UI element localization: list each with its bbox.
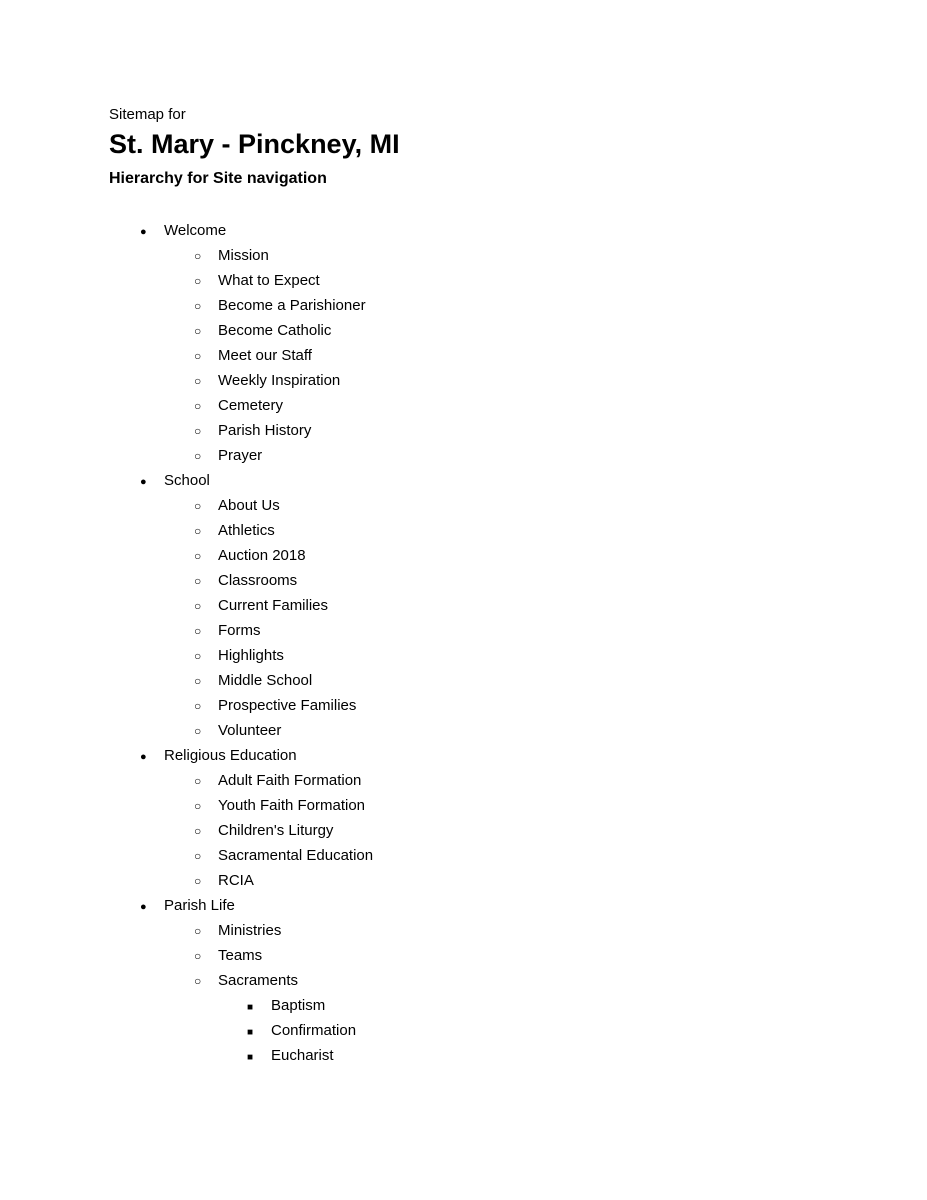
page-title: St. Mary - Pinckney, MI [109,129,400,159]
list-item [109,218,867,243]
bullet-disc-icon: ● [140,476,147,488]
list-item [109,743,867,768]
list-item [109,268,867,293]
bullet-circle-icon: ○ [194,824,202,838]
bullet-circle-icon: ○ [194,599,202,613]
list-item [109,468,867,493]
bullet-circle-icon: ○ [194,724,202,738]
bullet-circle-icon: ○ [194,949,202,963]
sitemap-item-label: Current Families [218,597,329,614]
list-item [109,693,867,718]
sitemap-item-label: Forms [218,622,261,639]
list-item [109,818,867,843]
sitemap-item-label: Volunteer [218,722,282,739]
sitemap-item-label: About Us [218,497,280,514]
bullet-circle-icon: ○ [194,299,202,313]
bullet-circle-icon: ○ [194,399,202,413]
list-item [109,293,867,318]
bullet-square-icon: ■ [247,1052,254,1063]
list-item [109,618,867,643]
list-item [109,868,867,893]
bullet-circle-icon: ○ [194,349,202,363]
list-item [109,768,867,793]
sitemap-item-label: Parish Life [164,897,235,914]
list-item [109,418,867,443]
sitemap-item-label: Become Catholic [218,322,332,339]
sitemap-item-label: Auction 2018 [218,547,306,564]
list-item [109,518,867,543]
bullet-circle-icon: ○ [194,924,202,938]
bullet-circle-icon: ○ [194,849,202,863]
bullet-circle-icon: ○ [194,424,202,438]
list-item [109,493,867,518]
list-item [109,843,867,868]
list-item [109,993,867,1018]
list-item [109,918,867,943]
sitemap-item-label: Athletics [218,522,275,539]
bullet-square-icon: ■ [247,1002,254,1013]
sitemap-item-label: School [164,472,210,489]
sitemap-item-label: Teams [218,947,263,964]
list-item [109,318,867,343]
sitemap-item-label: Middle School [218,672,313,689]
sitemap-item-label: RCIA [218,872,254,889]
bullet-circle-icon: ○ [194,674,202,688]
sitemap-item-label: Adult Faith Formation [218,772,362,789]
bullet-circle-icon: ○ [194,249,202,263]
kicker-text: Sitemap for [109,106,186,123]
sitemap-item-label: Sacramental Education [218,847,374,864]
bullet-circle-icon: ○ [194,574,202,588]
bullet-circle-icon: ○ [194,324,202,338]
sitemap-item-label: Youth Faith Formation [218,797,366,814]
sitemap-item-label: Ministries [218,922,282,939]
list-item [109,968,867,993]
bullet-circle-icon: ○ [194,649,202,663]
bullet-circle-icon: ○ [194,974,202,988]
sitemap-item-label: What to Expect [218,272,320,289]
list-item [109,368,867,393]
list-item [109,593,867,618]
sitemap-item-label: Highlights [218,647,284,664]
sitemap-list [109,218,867,1068]
sitemap-item-label: Mission [218,247,269,264]
bullet-circle-icon: ○ [194,549,202,563]
sitemap-item-label: Parish History [218,422,312,439]
list-item [109,393,867,418]
sitemap-item-label: Welcome [164,222,227,239]
list-item [109,1018,867,1043]
bullet-disc-icon: ● [140,901,147,913]
bullet-circle-icon: ○ [194,774,202,788]
sitemap-item-label: Sacraments [218,972,299,989]
bullet-disc-icon: ● [140,751,147,763]
list-item [109,443,867,468]
list-item [109,1043,867,1068]
list-item [109,718,867,743]
sitemap-item-label: Prayer [218,447,263,464]
list-item [109,343,867,368]
list-item [109,793,867,818]
bullet-circle-icon: ○ [194,624,202,638]
sitemap-item-label: Prospective Families [218,697,357,714]
list-item [109,668,867,693]
bullet-circle-icon: ○ [194,374,202,388]
bullet-circle-icon: ○ [194,499,202,513]
sitemap-item-label: Weekly Inspiration [218,372,341,389]
sitemap-item-label: Baptism [271,997,326,1014]
sitemap-item-label: Classrooms [218,572,298,589]
bullet-circle-icon: ○ [194,699,202,713]
list-item [109,893,867,918]
bullet-square-icon: ■ [247,1027,254,1038]
bullet-circle-icon: ○ [194,274,202,288]
sitemap-item-label: Confirmation [271,1022,357,1039]
list-item [109,943,867,968]
sitemap-item-label: Eucharist [271,1047,334,1064]
bullet-circle-icon: ○ [194,449,202,463]
sitemap-item-label: Children's Liturgy [218,822,334,839]
page-subtitle: Hierarchy for Site navigation [109,170,327,187]
bullet-disc-icon: ● [140,226,147,238]
sitemap-item-label: Cemetery [218,397,284,414]
list-item [109,568,867,593]
sitemap-item-label: Become a Parishioner [218,297,366,314]
bullet-circle-icon: ○ [194,524,202,538]
bullet-circle-icon: ○ [194,874,202,888]
sitemap-item-label: Meet our Staff [218,347,312,364]
sitemap-item-label: Religious Education [164,747,297,764]
list-item [109,643,867,668]
list-item [109,543,867,568]
bullet-circle-icon: ○ [194,799,202,813]
list-item [109,243,867,268]
document-content [109,105,867,1068]
